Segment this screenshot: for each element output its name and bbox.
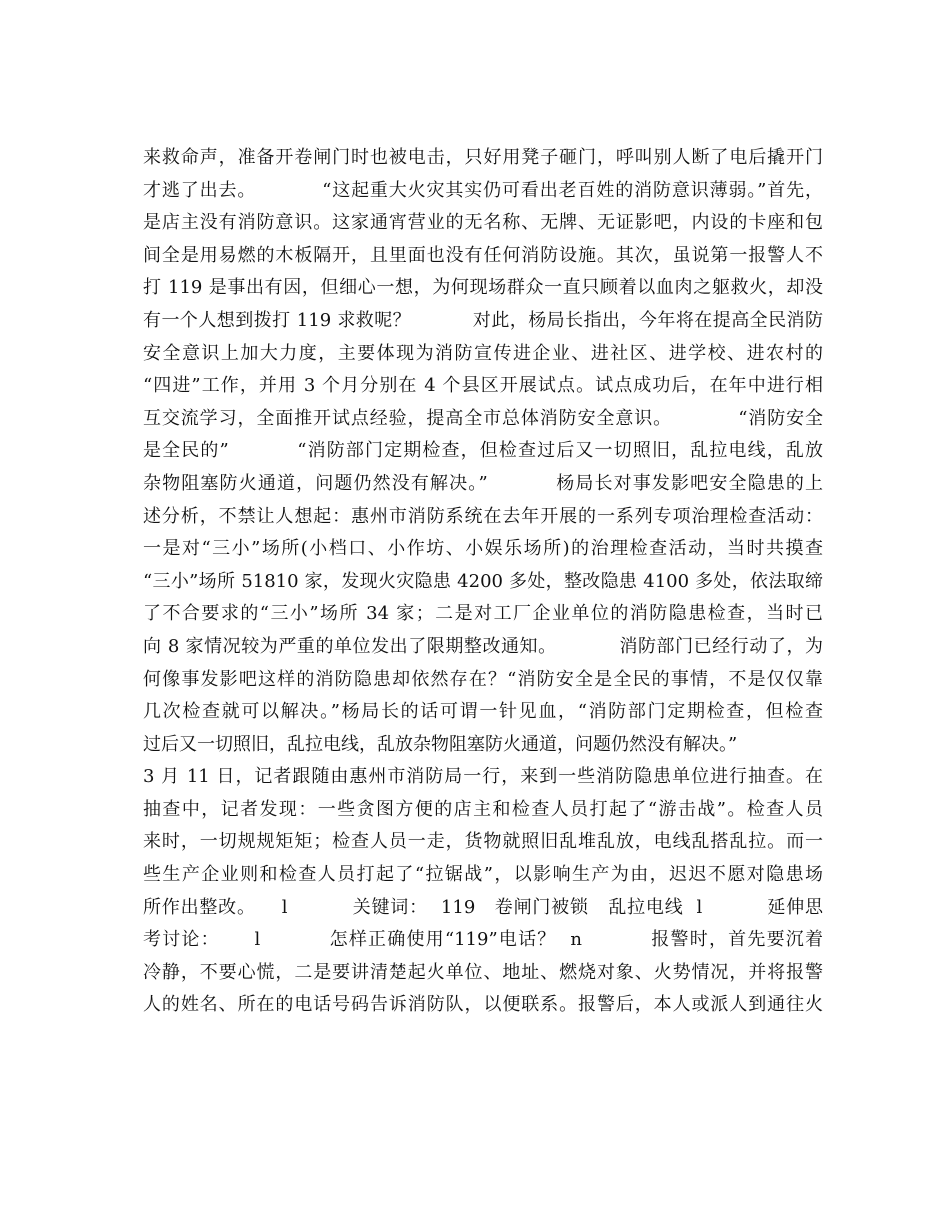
text-line: 所作出整改。 l 关键词： 119 卷闸门被锁 乱拉电线 l 延伸思: [143, 896, 823, 918]
text-line: 一是对“三小”场所(小档口、小作坊、小娱乐场所)的治理检查活动，当时共摸查: [143, 538, 823, 560]
text-line: 打 119 是事出有因，但细心一想，为何现场群众一直只顾着以血肉之躯救火，却没: [143, 277, 823, 299]
text-line: 杂物阻塞防火通道，问题仍然没有解决。” 杨局长对事发影吧安全隐患的上: [143, 472, 823, 494]
text-line: 3 月 11 日，记者跟随由惠州市消防局一行，来到一些消防隐患单位进行抽查。在: [143, 766, 823, 788]
text-line: 些生产企业则和检查人员打起了“拉锯战”，以影响生产为由，迟迟不愿对隐患场: [143, 864, 823, 886]
text-line: 过后又一切照旧，乱拉电线，乱放杂物阻塞防火通道，问题仍然没有解决。”: [143, 733, 738, 755]
text-line: 有一个人想到拨打 119 求救呢？ 对此，杨局长指出，今年将在提高全民消防: [143, 309, 823, 331]
text-line: 向 8 家情况较为严重的单位发出了限期整改通知。 消防部门已经行动了，为: [143, 635, 823, 657]
text-line: “三小”场所 51810 家，发现火灾隐患 4200 多处，整改隐患 4100 多处，依法取缔: [143, 570, 823, 592]
text-line: 何像事发影吧这样的消防隐患却依然存在？“消防安全是全民的事情，不是仅仅靠: [143, 668, 823, 690]
text-line: 是店主没有消防意识。这家通宵营业的无名称、无牌、无证影吧，内设的卡座和包: [143, 212, 823, 234]
text-line: 安全意识上加大力度，主要体现为消防宣传进企业、进社区、进学校、进农村的: [143, 342, 823, 364]
text-line: 来救命声，准备开卷闸门时也被电击，只好用凳子砸门，呼叫别人断了电后撬开门: [143, 147, 823, 168]
text-line: 冷静，不要心慌，二是要讲清楚起火单位、地址、燃烧对象、火势情况，并将报警: [143, 961, 823, 983]
text-line: 几次检查就可以解决。”杨局长的话可谓一针见血，“消防部门定期检查，但检查: [143, 701, 823, 723]
text-line: 考讨论： l 怎样正确使用“119”电话？ n 报警时，首先要沉着: [143, 929, 823, 951]
article-body: [143, 142, 823, 1022]
text-line: 间全是用易燃的木板隔开，且里面也没有任何消防设施。其次，虽说第一报警人不: [143, 244, 823, 266]
text-line: “四进”工作，并用 3 个月分别在 4 个县区开展试点。试点成功后，在年中进行相: [143, 375, 823, 397]
text-line: 抽查中，记者发现：一些贪图方便的店主和检查人员打起了“游击战”。检查人员: [143, 798, 823, 820]
text-line: 才逃了出去。 “这起重大火灾其实仍可看出老百姓的消防意识薄弱。”首先，: [143, 179, 823, 201]
text-line: 人的姓名、所在的电话号码告诉消防队，以便联系。报警后，本人或派人到通往火: [143, 994, 823, 1016]
text-line: 了不合要求的“三小”场所 34 家；二是对工厂企业单位的消防隐患检查，当时已: [143, 603, 823, 625]
text-line: 是全民的” “消防部门定期检查，但检查过后又一切照旧，乱拉电线，乱放: [143, 440, 823, 462]
text-line: 述分析，不禁让人想起：惠州市消防系统在去年开展的一系列专项治理检查活动：: [143, 505, 823, 527]
text-line: 来时，一切规规矩矩；检查人员一走，货物就照旧乱堆乱放，电线乱搭乱拉。而一: [143, 831, 823, 853]
text-line: 互交流学习，全面推开试点经验，提高全市总体消防安全意识。 “消防安全: [143, 407, 823, 429]
